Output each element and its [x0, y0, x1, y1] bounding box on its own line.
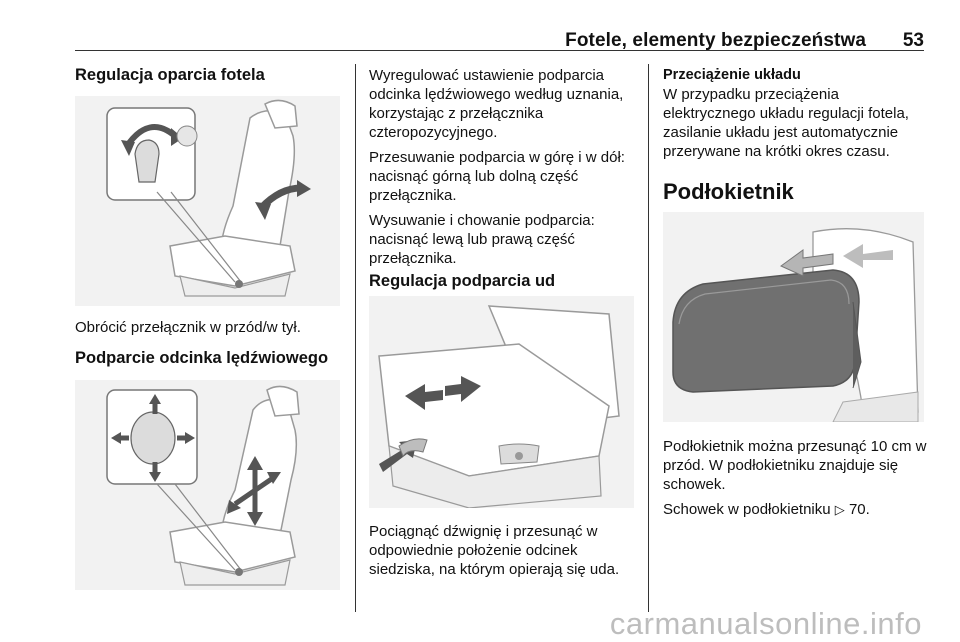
lumbar-support-illustration	[75, 380, 340, 590]
paragraph-armrest: Podłokietnik można przesunąć 10 cm w przód. W podłokietniku znajduje się schowek.	[663, 438, 927, 493]
watermark: carmanualsonline.info	[609, 606, 922, 641]
header-rule	[75, 50, 924, 51]
section-heading-lumbar: Podparcie odcinka lędźwiowego	[75, 349, 329, 367]
paragraph-lumbar-updown: Przesuwanie podparcia w górę i w dół: nacisnąć górną lub dolną część przełącznika.	[369, 149, 625, 204]
page-number: 53	[902, 30, 924, 51]
armrest-illustration	[663, 212, 924, 422]
page-ref-icon[interactable]: ▷	[834, 502, 845, 517]
section-heading-armrest: Podłokietnik	[663, 179, 794, 204]
backrest-adjustment-illustration	[75, 96, 340, 306]
page-header	[75, 30, 924, 52]
section-heading-thigh-support: Regulacja podparcia ud	[369, 272, 556, 290]
storage-reference-page[interactable]: 70.	[848, 501, 870, 518]
column-divider	[648, 64, 649, 612]
storage-reference-text: Schowek w podłokietniku	[663, 501, 831, 518]
section-heading-backrest: Regulacja oparcia fotela	[75, 66, 265, 84]
paragraph-armrest-storage	[663, 500, 933, 519]
paragraph-overload: W przypadku przeciążenia elektrycznego układu regulacji fotela, zasilanie układu jest automatycznie przerywane na krótki okres czasu.	[663, 86, 909, 160]
caption-backrest: Obrócić przełącznik w przód/w tył.	[75, 319, 301, 336]
section-heading-overload: Przeciążenie układu	[663, 67, 801, 83]
column-divider	[355, 64, 356, 612]
paragraph-thigh-support: Pociągnąć dźwignię i przesunąć w odpowiednie położenie odcinek siedziska, na którym opierają się uda.	[369, 523, 620, 578]
thigh-support-illustration	[369, 296, 634, 508]
paragraph-lumbar-inout: Wysuwanie i chowanie podparcia: nacisnąć lewą lub prawą część przełącznika.	[369, 212, 595, 267]
page-title: Fotele, elementy bezpieczeństwa	[565, 30, 866, 51]
paragraph-lumbar-intro: Wyregulować ustawienie podparcia odcinka lędźwiowego według uznania, korzystając z przełącznika czteropozycyjnego.	[369, 67, 624, 141]
